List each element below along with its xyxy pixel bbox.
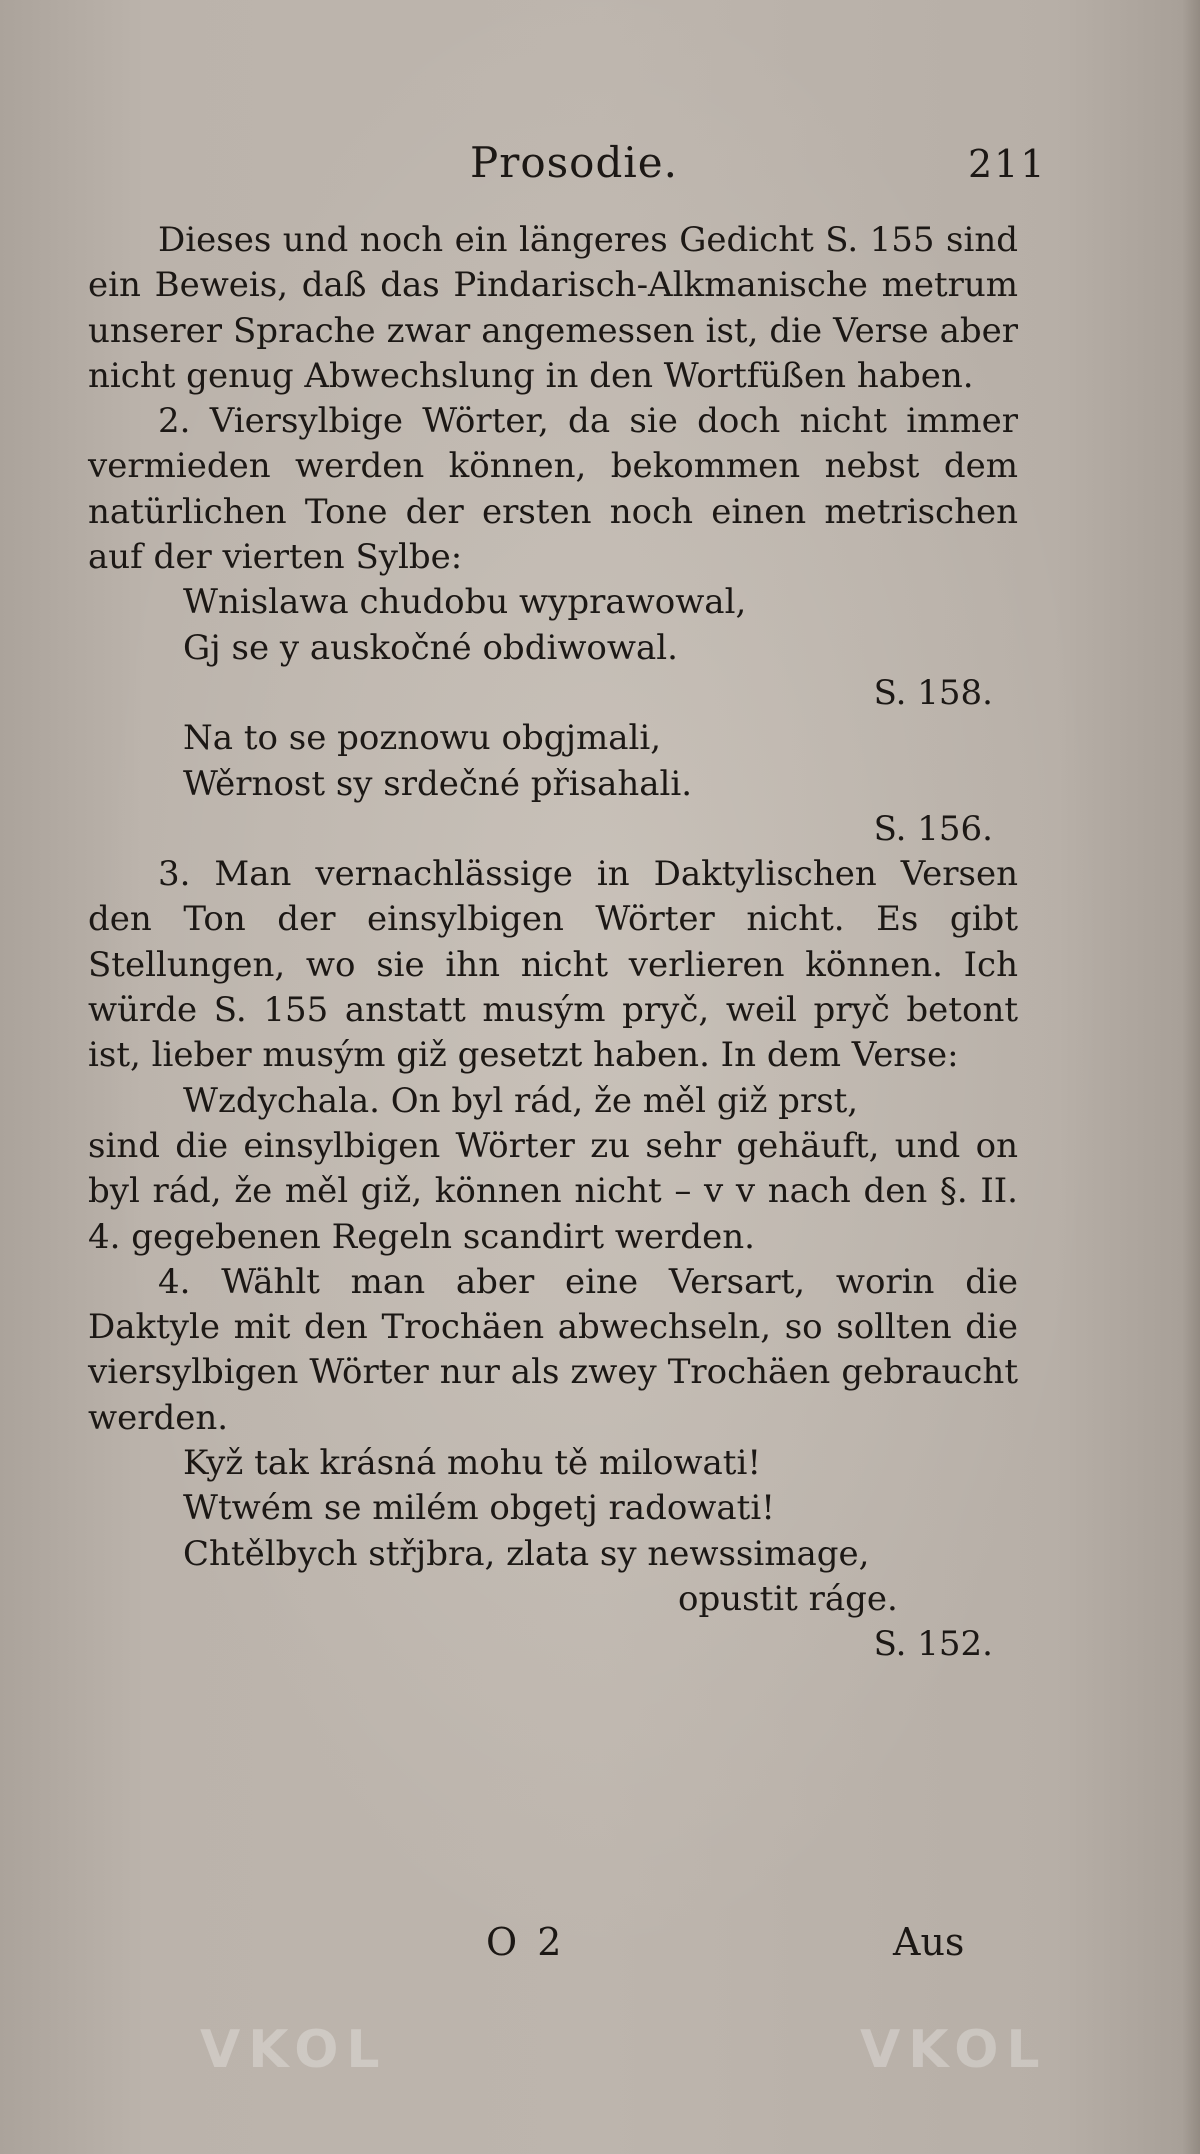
verse-reference: S. 152.	[873, 1624, 993, 1665]
page-number: 211	[968, 142, 1047, 186]
verse-block-1	[88, 580, 1018, 716]
verse-block-2	[88, 716, 1018, 852]
page-edge-shadow	[1182, 0, 1200, 2154]
verse-block-3	[88, 1079, 1018, 1124]
verse-line: Gj se y auskočné obdiwowal.	[183, 627, 678, 668]
verse-reference: S. 156.	[873, 808, 993, 849]
watermark-left: VKOL	[200, 2020, 388, 2080]
verse-reference: S. 158.	[873, 672, 993, 713]
paragraph-3: 3. Man vernachlässige in Daktylischen Versen den Ton der einsylbigen Wörter nicht. Es gibt Stellungen, wo sie ihn nicht verlieren können. Ich würde S. 155 anstatt musým pryč, weil pryč betont ist, lieber musým giž gesetzt haben. In dem Verse:	[88, 854, 1018, 1076]
verse-block-4	[88, 1441, 1018, 1667]
watermark-right: VKOL	[860, 2020, 1048, 2080]
page-header	[0, 138, 1200, 198]
paragraph-2: 2. Viersylbige Wörter, da sie doch nicht immer vermieden werden können, bekommen nebst dem natürlichen Tone der ersten noch einen metrischen auf der vierten Sylbe:	[88, 401, 1018, 578]
verse-line: Na to se poznowu obgjmali,	[183, 718, 662, 759]
verse-line: Wěrnost sy srdečné přisahali.	[183, 763, 693, 804]
page-footer	[0, 1920, 1200, 1980]
verse-line: Chtělbych střjbra, zlata sy newssimage,	[183, 1533, 870, 1574]
paragraph-5: 4. Wählt man aber eine Versart, worin die Daktyle mit den Trochäen abwechseln, so sollten die viersylbigen Wörter nur als zwey Trochäen gebraucht werden.	[88, 1261, 1018, 1438]
paragraph-4: sind die einsylbigen Wörter zu sehr gehäuft, und on byl rád, že měl giž, können nicht – v v nach den §. II. 4. gegebenen Regeln scandirt werden.	[88, 1125, 1018, 1257]
verse-line: opustit ráge.	[678, 1578, 898, 1619]
catchword: Aus	[893, 1920, 965, 1964]
paragraph-1: Dieses und noch ein längeres Gedicht S. 155 sind ein Beweis, daß das Pindarisch-Alkmanische metrum unserer Sprache zwar angemessen ist, die Verse aber nicht genug Abwechslung in den Wortfüßen haben.	[88, 220, 1018, 396]
signature-mark: O 2	[486, 1920, 566, 1964]
body-text	[88, 218, 1018, 1668]
verse-line: Kyž tak krásná mohu tě milowati!	[183, 1443, 761, 1484]
verse-line: Wzdychala. On byl rád, že měl giž prst,	[183, 1080, 859, 1121]
verse-line: Wnislawa chudobu wyprawowal,	[183, 582, 747, 623]
running-head: Prosodie.	[470, 138, 678, 187]
verse-line: Wtwém se milém obgetj radowati!	[183, 1488, 775, 1529]
